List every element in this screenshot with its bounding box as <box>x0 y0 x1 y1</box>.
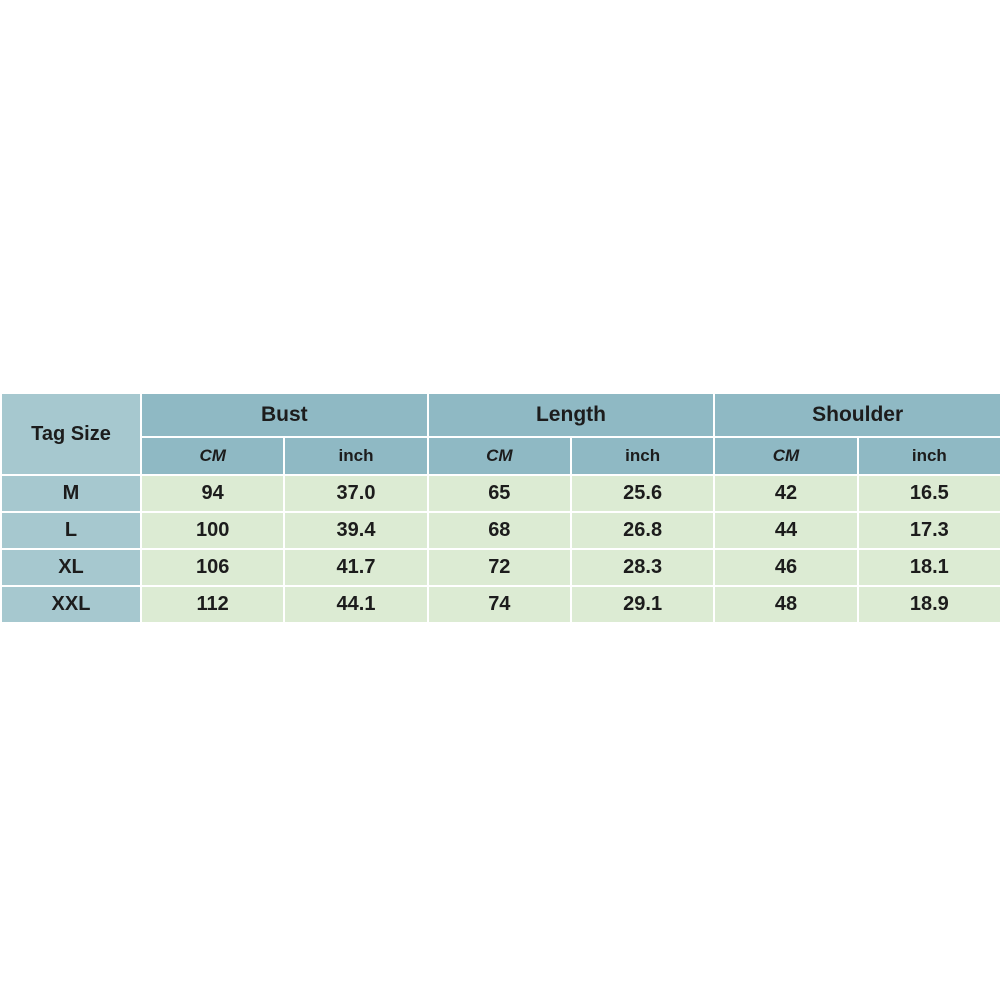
row-size-xl: XL <box>1 549 141 586</box>
cell-xl-bust-cm: 106 <box>141 549 284 586</box>
cell-xxl-bust-cm: 112 <box>141 586 284 623</box>
cell-xl-length-cm: 72 <box>428 549 571 586</box>
cell-xl-shoulder-cm: 46 <box>714 549 857 586</box>
group-header-bust: Bust <box>141 393 428 437</box>
table-header-unit-row <box>1 437 1001 475</box>
unit-header-length-cm: CM <box>428 437 571 475</box>
cell-l-shoulder-inch: 17.3 <box>858 512 1001 549</box>
table-header-group-row <box>1 393 1001 437</box>
cell-l-length-inch: 26.8 <box>571 512 714 549</box>
cell-l-shoulder-cm: 44 <box>714 512 857 549</box>
cell-xxl-shoulder-cm: 48 <box>714 586 857 623</box>
row-size-xxl: XXL <box>1 586 141 623</box>
cell-m-bust-inch: 37.0 <box>284 475 427 512</box>
cell-l-bust-inch: 39.4 <box>284 512 427 549</box>
unit-header-bust-cm: CM <box>141 437 284 475</box>
cell-m-bust-cm: 94 <box>141 475 284 512</box>
cell-xl-shoulder-inch: 18.1 <box>858 549 1001 586</box>
table-row <box>1 512 1001 549</box>
cell-m-length-inch: 25.6 <box>571 475 714 512</box>
unit-header-bust-inch: inch <box>284 437 427 475</box>
table-row <box>1 586 1001 623</box>
cell-l-bust-cm: 100 <box>141 512 284 549</box>
cell-xxl-bust-inch: 44.1 <box>284 586 427 623</box>
row-size-m: M <box>1 475 141 512</box>
table-row <box>1 475 1001 512</box>
cell-m-length-cm: 65 <box>428 475 571 512</box>
unit-header-shoulder-inch: inch <box>858 437 1001 475</box>
cell-xxl-length-inch: 29.1 <box>571 586 714 623</box>
cell-m-shoulder-inch: 16.5 <box>858 475 1001 512</box>
tag-size-header: Tag Size <box>1 393 141 475</box>
group-header-length: Length <box>428 393 715 437</box>
row-size-l: L <box>1 512 141 549</box>
cell-l-length-cm: 68 <box>428 512 571 549</box>
cell-xxl-length-cm: 74 <box>428 586 571 623</box>
table-row <box>1 549 1001 586</box>
unit-header-length-inch: inch <box>571 437 714 475</box>
cell-xxl-shoulder-inch: 18.9 <box>858 586 1001 623</box>
cell-m-shoulder-cm: 42 <box>714 475 857 512</box>
cell-xl-bust-inch: 41.7 <box>284 549 427 586</box>
group-header-shoulder: Shoulder <box>714 393 1001 437</box>
size-chart-table <box>0 392 1002 624</box>
unit-header-shoulder-cm: CM <box>714 437 857 475</box>
cell-xl-length-inch: 28.3 <box>571 549 714 586</box>
